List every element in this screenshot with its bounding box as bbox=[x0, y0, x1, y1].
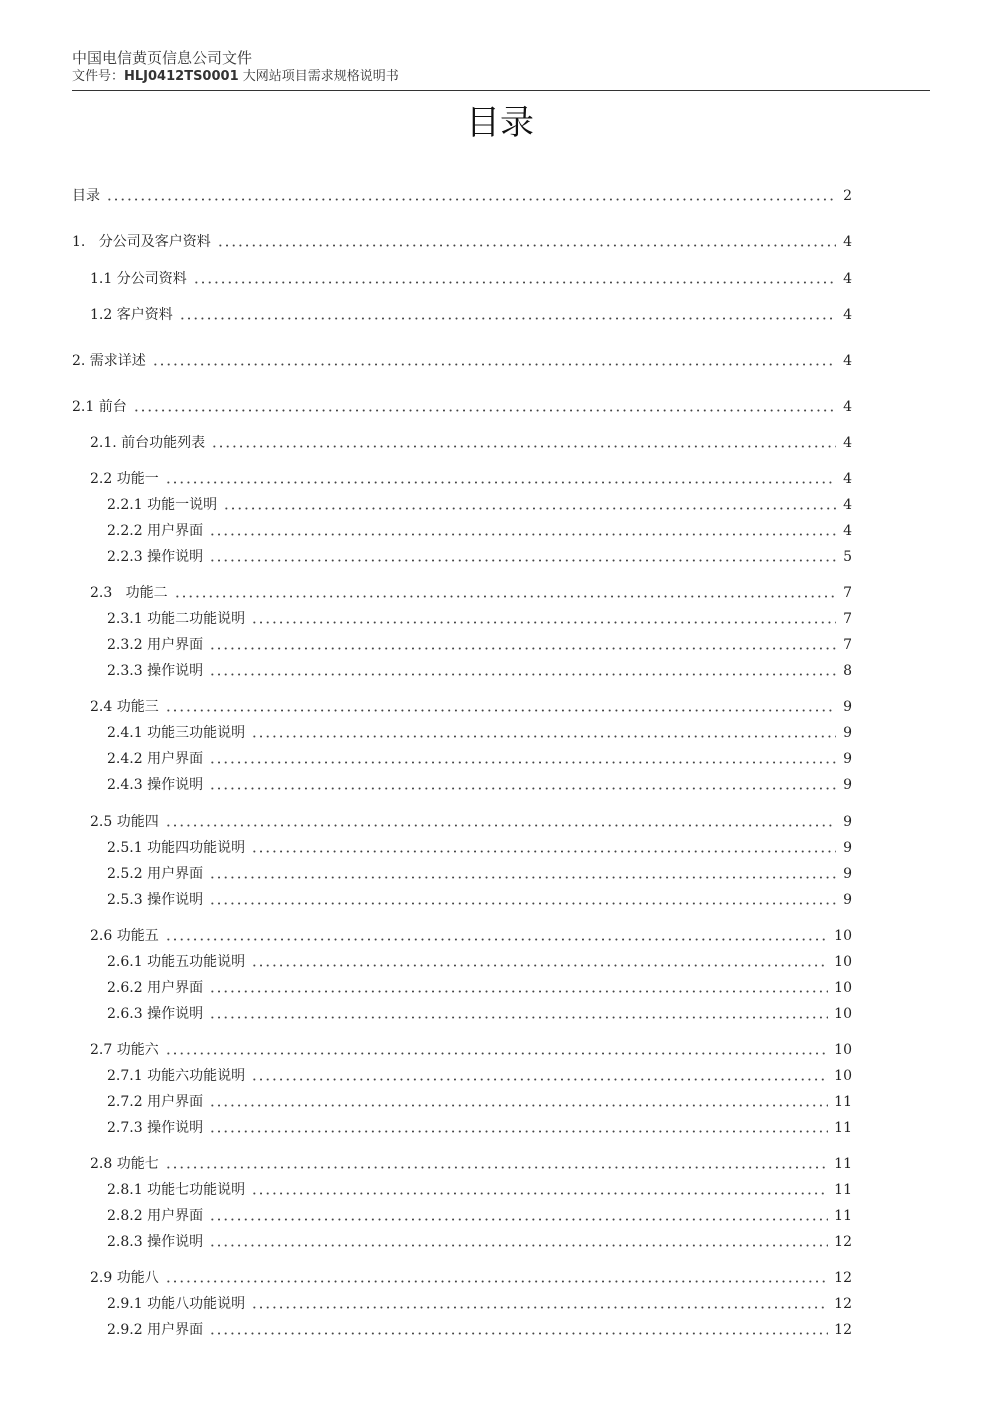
toc-entry-label: 1.2 客户资料 bbox=[90, 307, 173, 323]
toc-entry-label: 2.6 功能五 bbox=[90, 928, 159, 944]
toc-entry[interactable] bbox=[107, 1066, 852, 1086]
toc-entry-label: 2.5.2 用户界面 bbox=[107, 866, 204, 882]
toc-entry-page-number: 11 bbox=[834, 1182, 852, 1198]
toc-dot-leader bbox=[223, 507, 836, 510]
toc-dot-leader bbox=[165, 1280, 828, 1283]
toc-entry[interactable] bbox=[90, 1040, 852, 1060]
toc-entry-label: 2.3 功能二 bbox=[90, 585, 168, 601]
toc-entry-label: 2.5 功能四 bbox=[90, 814, 159, 830]
toc-entry-label: 2.8 功能七 bbox=[90, 1156, 159, 1172]
toc-entry-page-number: 9 bbox=[843, 814, 852, 830]
toc-entry-label: 2.7.1 功能六功能说明 bbox=[107, 1068, 246, 1084]
toc-entry-label: 2.5.3 操作说明 bbox=[107, 892, 204, 908]
toc-entry-page-number: 12 bbox=[834, 1322, 852, 1338]
toc-entry-page-number: 12 bbox=[834, 1296, 852, 1312]
toc-dot-leader bbox=[152, 363, 836, 366]
toc-entry-page-number: 4 bbox=[843, 523, 852, 539]
toc-entry[interactable] bbox=[90, 305, 852, 325]
toc-dot-leader bbox=[209, 559, 836, 562]
toc-entry-page-number: 2 bbox=[843, 188, 852, 204]
toc-entry[interactable] bbox=[107, 952, 852, 972]
toc-entry-page-number: 8 bbox=[843, 663, 852, 679]
toc-entry[interactable] bbox=[107, 1320, 852, 1340]
toc-entry-page-number: 4 bbox=[843, 353, 852, 369]
toc-entry[interactable] bbox=[107, 978, 852, 998]
toc-entry[interactable] bbox=[107, 547, 852, 567]
toc-entry[interactable] bbox=[107, 838, 852, 858]
toc-entry[interactable] bbox=[90, 926, 852, 946]
toc-entry-label: 2.6.1 功能五功能说明 bbox=[107, 954, 246, 970]
toc-entry-label: 2.3.3 操作说明 bbox=[107, 663, 204, 679]
toc-entry-page-number: 5 bbox=[843, 549, 852, 565]
toc-entry-page-number: 11 bbox=[834, 1208, 852, 1224]
toc-dot-leader bbox=[165, 824, 836, 827]
toc-entry-page-number: 11 bbox=[834, 1120, 852, 1136]
toc-entry-page-number: 4 bbox=[843, 234, 852, 250]
toc-entry[interactable] bbox=[72, 397, 852, 417]
toc-entry-label: 2.9.1 功能八功能说明 bbox=[107, 1296, 246, 1312]
toc-dot-leader bbox=[251, 1192, 828, 1195]
toc-entry[interactable] bbox=[90, 1154, 852, 1174]
toc-entry-page-number: 10 bbox=[834, 1006, 852, 1022]
toc-dot-leader bbox=[165, 1166, 828, 1169]
toc-entry-label: 2.2.1 功能一说明 bbox=[107, 497, 218, 513]
toc-entry-page-number: 9 bbox=[843, 866, 852, 882]
toc-dot-leader bbox=[209, 876, 836, 879]
toc-entry-label: 2.4.1 功能三功能说明 bbox=[107, 725, 246, 741]
toc-entry[interactable] bbox=[72, 351, 852, 371]
toc-entry-page-number: 7 bbox=[843, 585, 852, 601]
toc-entry-page-number: 10 bbox=[834, 928, 852, 944]
toc-dot-leader bbox=[209, 761, 836, 764]
toc-dot-leader bbox=[209, 990, 828, 993]
toc-entry-label: 2.1 前台 bbox=[72, 399, 127, 415]
toc-entry-label: 2.8.1 功能七功能说明 bbox=[107, 1182, 246, 1198]
toc-entry-page-number: 10 bbox=[834, 1042, 852, 1058]
toc-dot-leader bbox=[165, 709, 836, 712]
toc-dot-leader bbox=[209, 533, 836, 536]
toc-dot-leader bbox=[209, 1104, 828, 1107]
toc-entry-page-number: 10 bbox=[834, 980, 852, 996]
toc-entry[interactable] bbox=[107, 723, 852, 743]
toc-entry-page-number: 7 bbox=[843, 637, 852, 653]
toc-dot-leader bbox=[209, 1244, 828, 1247]
toc-entry-label: 2.7.2 用户界面 bbox=[107, 1094, 204, 1110]
toc-entry[interactable] bbox=[107, 1118, 852, 1138]
toc-entry-label: 2.6.3 操作说明 bbox=[107, 1006, 204, 1022]
toc-entry[interactable] bbox=[107, 1004, 852, 1024]
toc-entry-page-number: 9 bbox=[843, 699, 852, 715]
toc-dot-leader bbox=[193, 281, 836, 284]
toc-entry-page-number: 12 bbox=[834, 1234, 852, 1250]
toc-dot-leader bbox=[165, 481, 836, 484]
toc-entry-label: 2.3.2 用户界面 bbox=[107, 637, 204, 653]
toc-entry[interactable] bbox=[107, 1092, 852, 1112]
toc-entry-page-number: 4 bbox=[843, 497, 852, 513]
toc-entry-label: 1.1 分公司资料 bbox=[90, 271, 187, 287]
toc-entry-page-number: 4 bbox=[843, 471, 852, 487]
toc-entry[interactable] bbox=[90, 1268, 852, 1288]
toc-entry-page-number: 9 bbox=[843, 840, 852, 856]
toc-entry-label: 2. 需求详述 bbox=[72, 353, 146, 369]
toc-dot-leader bbox=[209, 673, 836, 676]
document-number-label: 文件号： bbox=[72, 69, 125, 84]
toc-entry[interactable] bbox=[107, 1180, 852, 1200]
toc-dot-leader bbox=[209, 1016, 828, 1019]
toc-entry[interactable] bbox=[107, 635, 852, 655]
document-number: HLJ0412TS0001 bbox=[124, 69, 239, 84]
toc-entry-label: 2.2.2 用户界面 bbox=[107, 523, 204, 539]
toc-entry-page-number: 9 bbox=[843, 725, 852, 741]
toc-entry-label: 2.2 功能一 bbox=[90, 471, 159, 487]
toc-entry[interactable] bbox=[107, 1232, 852, 1252]
toc-dot-leader bbox=[209, 787, 836, 790]
toc-entry-label: 2.4 功能三 bbox=[90, 699, 159, 715]
toc-dot-leader bbox=[251, 1078, 828, 1081]
company-name: 中国电信黄页信息公司文件 bbox=[72, 49, 253, 67]
toc-entry[interactable] bbox=[90, 812, 852, 832]
toc-entry-page-number: 10 bbox=[834, 954, 852, 970]
toc-entry-label: 2.2.3 操作说明 bbox=[107, 549, 204, 565]
toc-entry[interactable] bbox=[107, 749, 852, 769]
toc-dot-leader bbox=[209, 1218, 828, 1221]
toc-entry-page-number: 4 bbox=[843, 435, 852, 451]
toc-entry[interactable] bbox=[107, 775, 852, 795]
toc-dot-leader bbox=[251, 1306, 828, 1309]
toc-entry-page-number: 4 bbox=[843, 271, 852, 287]
toc-entry[interactable] bbox=[90, 269, 852, 289]
toc-entry[interactable] bbox=[107, 661, 852, 681]
toc-dot-leader bbox=[251, 621, 836, 624]
toc-entry-label: 2.5.1 功能四功能说明 bbox=[107, 840, 246, 856]
document-title: 大网站项目需求规格说明书 bbox=[242, 69, 399, 84]
toc-entry-label: 2.8.2 用户界面 bbox=[107, 1208, 204, 1224]
toc-entry[interactable] bbox=[90, 697, 852, 717]
toc-entry-label: 目录 bbox=[72, 188, 100, 204]
toc-entry-label: 2.7.3 操作说明 bbox=[107, 1120, 204, 1136]
toc-entry-label: 2.4.3 操作说明 bbox=[107, 777, 204, 793]
toc-dot-leader bbox=[165, 1052, 828, 1055]
toc-entry-label: 2.6.2 用户界面 bbox=[107, 980, 204, 996]
toc-entry[interactable] bbox=[107, 521, 852, 541]
toc-entry-label: 2.9.2 用户界面 bbox=[107, 1322, 204, 1338]
toc-entry-page-number: 11 bbox=[834, 1156, 852, 1172]
toc-dot-leader bbox=[251, 964, 828, 967]
toc-dot-leader bbox=[209, 1332, 828, 1335]
toc-entry-label: 2.8.3 操作说明 bbox=[107, 1234, 204, 1250]
toc-entry-label: 2.4.2 用户界面 bbox=[107, 751, 204, 767]
toc-entry-page-number: 9 bbox=[843, 892, 852, 908]
toc-dot-leader bbox=[251, 735, 836, 738]
toc-entry-page-number: 9 bbox=[843, 751, 852, 767]
toc-dot-leader bbox=[209, 1130, 828, 1133]
toc-entry[interactable] bbox=[107, 1294, 852, 1314]
toc-entry-page-number: 10 bbox=[834, 1068, 852, 1084]
toc-entry[interactable] bbox=[107, 890, 852, 910]
toc-entry-page-number: 12 bbox=[834, 1270, 852, 1286]
toc-dot-leader bbox=[165, 938, 828, 941]
toc-entry-page-number: 9 bbox=[843, 777, 852, 793]
toc-entry[interactable] bbox=[72, 232, 852, 252]
toc-dot-leader bbox=[211, 445, 836, 448]
toc-entry-label: 1. 分公司及客户资料 bbox=[72, 234, 211, 250]
toc-entry-label: 2.3.1 功能二功能说明 bbox=[107, 611, 246, 627]
toc-entry[interactable] bbox=[107, 1206, 852, 1226]
toc-dot-leader bbox=[133, 409, 836, 412]
toc-dot-leader bbox=[217, 244, 836, 247]
toc-entry-page-number: 7 bbox=[843, 611, 852, 627]
toc-dot-leader bbox=[179, 317, 836, 320]
toc-entry[interactable] bbox=[107, 864, 852, 884]
toc-dot-leader bbox=[174, 595, 836, 598]
toc-entry-label: 2.9 功能八 bbox=[90, 1270, 159, 1286]
toc-entry[interactable] bbox=[107, 495, 852, 515]
toc-entry[interactable] bbox=[90, 469, 852, 489]
toc-entry[interactable] bbox=[107, 609, 852, 629]
toc-entry-page-number: 11 bbox=[834, 1094, 852, 1110]
toc-dot-leader bbox=[251, 850, 836, 853]
toc-dot-leader bbox=[209, 647, 836, 650]
page-title: 目录 bbox=[466, 103, 534, 143]
toc-dot-leader bbox=[106, 198, 836, 201]
toc-entry-label: 2.7 功能六 bbox=[90, 1042, 159, 1058]
toc-entry[interactable] bbox=[90, 583, 852, 603]
toc-entry[interactable] bbox=[72, 186, 852, 206]
toc-entry-page-number: 4 bbox=[843, 399, 852, 415]
toc-dot-leader bbox=[209, 902, 836, 905]
toc-entry[interactable] bbox=[90, 433, 852, 453]
toc-entry-page-number: 4 bbox=[843, 307, 852, 323]
toc-entry-label: 2.1. 前台功能列表 bbox=[90, 435, 206, 451]
